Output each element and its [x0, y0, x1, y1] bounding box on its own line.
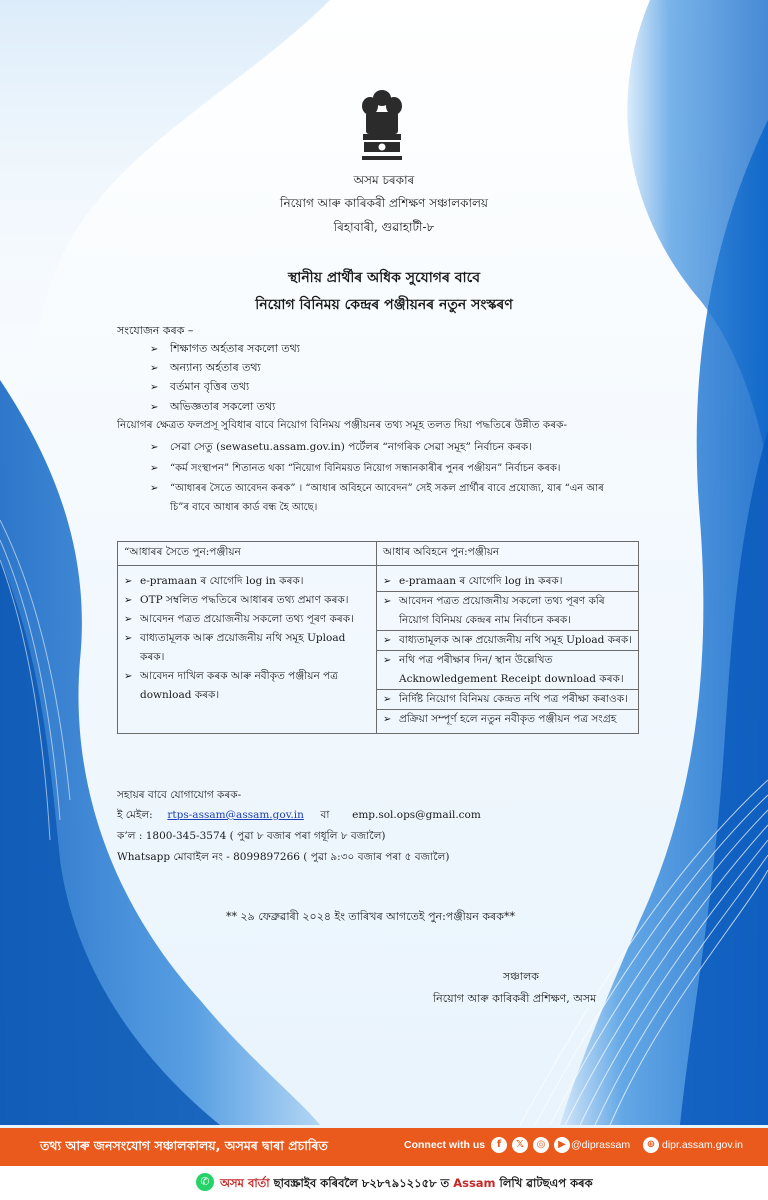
deadline-note: ** ২৯ ফেব্ৰুৱাৰী ২০২৪ ইং তাৰিখৰ আগতেই পুন:পঞ্জীয়ন কৰক**	[226, 910, 515, 923]
signatory-designation: সঞ্চালক	[503, 970, 539, 983]
instagram-icon[interactable]: ◎	[533, 1137, 549, 1153]
list-item: ➢ আবেদন পত্ৰত প্ৰয়োজনীয় সকলো তথ্য পূৰণ কৰক।	[122, 610, 372, 629]
attach-item: ➢ অভিজ্ঞতাৰ সকলো তথ্য	[150, 400, 276, 413]
list-item: ➢ বাধ্যতামূলক আৰু প্ৰয়োজনীয় নথি সমূহ Upload কৰক।	[122, 629, 372, 667]
footer-social-handle[interactable]: @diprassam	[571, 1139, 631, 1151]
globe-icon: ⊕	[643, 1137, 659, 1153]
table-header-without-aadhaar: আধাৰ অবিহনে পুন:পঞ্জীয়ন	[377, 542, 639, 566]
attach-heading: সংযোজন কৰক –	[117, 324, 194, 337]
arrow-icon: ➢	[150, 363, 159, 374]
header-govt: অসম চৰকাৰ	[353, 173, 415, 187]
arrow-icon: ➢	[150, 344, 159, 355]
contact-whatsapp: Whatsapp মোবাইল নং - 8099897266 ( পুৱা ৯:৩০ বজাৰ পৰা ৫ বজালৈ)	[117, 851, 450, 863]
arrow-icon: ➢	[150, 402, 159, 413]
footer-publisher-bar	[0, 1128, 768, 1166]
contact-heading: সহায়ৰ বাবে যোগাযোগ কৰক-	[117, 789, 242, 801]
registration-table	[117, 541, 639, 734]
attach-item: ➢ অন্যান্য অৰ্হতাৰ তথ্য	[150, 361, 261, 374]
header-address: ৰিহাবাৰী, গুৱাহাটী-৮	[333, 220, 435, 234]
table-header-with-aadhaar: “আধাৰৰ সৈতে পুন:পঞ্জীয়ন	[118, 542, 377, 566]
arrow-icon: ➢	[150, 442, 159, 453]
table-cell-with-aadhaar	[118, 566, 377, 734]
footer-website[interactable]: dipr.assam.gov.in	[662, 1139, 743, 1151]
list-item: ➢ OTP সম্বলিত পদ্ধতিৰে আধাৰৰ তথ্য প্ৰমাণ কৰক।	[122, 591, 372, 610]
x-twitter-icon[interactable]: 𝕏	[512, 1137, 528, 1153]
email-label: ই মেইল:	[117, 809, 153, 821]
list-item: ➢ আবেদন পত্ৰত প্ৰয়োজনীয় সকলো তথ্য পূৰণ কৰি নিয়োগ বিনিময় কেন্দ্ৰৰ নাম নিৰ্বাচন কৰক।	[377, 591, 638, 630]
list-item: ➢ e-pramaan ৰ যোগেদি log in কৰক।	[381, 572, 634, 591]
footer-subscribe-bar	[0, 1166, 768, 1200]
arrow-icon: ➢	[150, 463, 159, 474]
footer-connect-label: Connect with us	[404, 1139, 486, 1151]
procedure-item: ➢ “আধাৰৰ সৈতে আবেদন কৰক” । “আধাৰ অবিহনে আবেদন” সেই সকল প্ৰাৰ্থীৰ বাবে প্ৰযোজ্য, যাৰ “এন আৰ	[150, 483, 604, 494]
email-link-emp[interactable]: emp.sol.ops@gmail.com	[352, 809, 481, 821]
whatsapp-icon: ✆	[196, 1173, 214, 1191]
footer-publisher: তথ্য আৰু জনসংযোগ সঞ্চালকালয়, অসমৰ দ্বাৰা প্ৰচাৰিত	[40, 1138, 328, 1153]
list-item: ➢ প্ৰক্ৰিয়া সম্পূৰ্ণ হলে নতুন নবীকৃত পঞ্জীয়ন পত্ৰ সংগ্ৰহ	[377, 709, 638, 729]
attach-item: ➢ শিক্ষাগত অৰ্হতাৰ সকলো তথ্য	[150, 342, 300, 355]
list-item: ➢ নথি পত্ৰ পৰীক্ষাৰ দিন/ স্থান উল্লেখিত Acknowledgement Receipt download কৰক।	[377, 650, 638, 689]
table-cell-without-aadhaar	[377, 566, 639, 734]
contact-call: ক’ল : 1800-345-3574 ( পুৱা ৮ বজাৰ পৰা গধূলি ৮ বজালৈ)	[117, 830, 386, 842]
procedure-item: ➢ “কৰ্ম সংস্থাপন” শিতানত থকা “নিয়োগ বিনিময়ত নিয়োগ সন্ধানকাৰীৰ পুনৰ পঞ্জীয়ন” নিৰ্বাচন কৰক।	[150, 463, 561, 474]
title-line-1: স্থানীয় প্ৰাৰ্থীৰ অধিক সুযোগৰ বাবে	[288, 270, 480, 286]
header-directorate: নিয়োগ আৰু কাৰিকৰী প্ৰশিক্ষণ সঞ্চালকালয়	[280, 196, 488, 210]
youtube-icon[interactable]: ▶	[554, 1137, 570, 1153]
state-emblem-icon	[358, 86, 406, 166]
list-item: ➢ e-pramaan ৰ যোগেদি log in কৰক।	[122, 572, 372, 591]
facebook-icon[interactable]: f	[491, 1137, 507, 1153]
list-item: ➢ বাধ্যতামূলক আৰু প্ৰয়োজনীয় নথি সমূহ Upload কৰক।	[377, 630, 638, 650]
procedure-intro: নিয়োগৰ ক্ষেত্ৰত ফলপ্ৰসূ সুবিধাৰ বাবে নিয়োগ বিনিময় পঞ্জীয়নৰ তথ্য সমূহ তলত দিয়া পদ্ধতিৰে উন্নীত কৰক-	[117, 419, 568, 431]
list-item: ➢ নিৰ্দিষ্ট নিয়োগ বিনিময় কেন্দ্ৰত নথি পত্ৰ পৰীক্ষা কৰাওক।	[377, 689, 638, 709]
footer-subscribe-text: অসম বাৰ্তা ছাবস্ক্ৰাইব কৰিবলৈ ৮২৮৭৯১২১৫৮ ত Assam লিখি ৱাটছএপ কৰক	[220, 1176, 593, 1190]
procedure-item: ➢ সেৱা সেতু (sewasetu.assam.gov.in) পৰ্টেলৰ “নাগৰিক সেৱা সমূহ” নিৰ্বাচন কৰক।	[150, 441, 533, 453]
list-item: ➢ আবেদন দাখিল কৰক আৰু নবীকৃত পঞ্জীয়ন পত্ৰ download কৰক।	[122, 667, 372, 705]
signatory-office: নিয়োগ আৰু কাৰিকৰী প্ৰশিক্ষণ, অসম	[433, 992, 597, 1005]
arrow-icon: ➢	[150, 382, 159, 393]
email-or: বা	[320, 809, 330, 821]
attach-item: ➢ বৰ্তমান বৃত্তিৰ তথ্য	[150, 380, 250, 393]
contact-email-row	[117, 808, 481, 825]
email-link-rtps[interactable]: rtps-assam@assam.gov.in	[167, 809, 304, 821]
procedure-item-cont: চি”ৰ বাবে আধাৰ কাৰ্ড বন্ধ হৈ আছে।	[170, 502, 318, 513]
title-line-2: নিয়োগ বিনিময় কেন্দ্ৰৰ পঞ্জীয়নৰ নতুন সংস্কৰণ	[255, 297, 513, 313]
arrow-icon: ➢	[150, 483, 159, 494]
